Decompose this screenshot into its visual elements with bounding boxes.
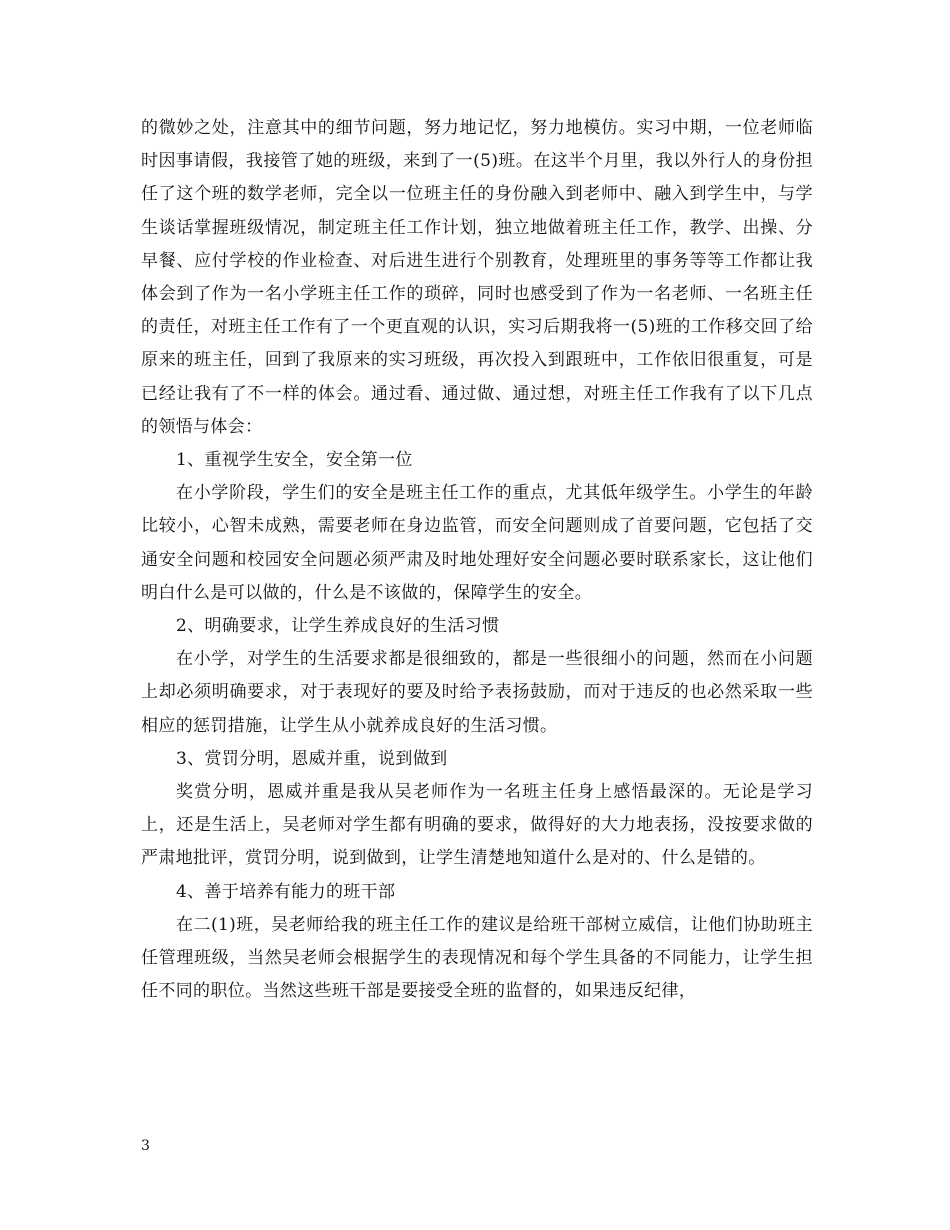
paragraph-continuation: 的微妙之处，注意其中的细节问题，努力地记忆，努力地模仿。实习中期，一位老师临时因事请假，我接管了她的班级，来到了一(5)班。在这半个月里，我以外行人的身份担任了这个班的数学老师，完全以一位班主任的身份融入到老师中、融入到学生中，与学生谈话掌握班级情况，制定班主任工作计划，独立地做着班主任工作，教学、出操、分早餐、应付学校的作业检查、对后进生进行个别教育，处理班里的事务等等工作都让我体会到了作为一名小学班主任工作的琐碎，同时也感受到了作为一名老师、一名班主任的责任，对班主任工作有了一个更直观的认识，实习后期我将一(5)班的工作移交回了给原来的班主任，回到了我原来的实习班级，再次投入到跟班中，工作依旧很重复，可是已经让我有了不一样的体会。通过看、通过做、通过想，对班主任工作我有了以下几点的领悟与体会： — [141, 118, 813, 437]
paragraph-rewards: 奖赏分明，恩威并重是我从吴老师作为一名班主任身上感悟最深的。无论是学习上，还是生活上，吴老师对学生都有明确的要求，做得好的大力地表扬，没按要求做的严肃地批评，赏罚分明，说到做到，让学生清楚地知道什么是对的、什么是错的。 — [141, 782, 813, 869]
section-heading-1: 1、重视学生安全，安全第一位 — [176, 450, 413, 471]
paragraph-habits: 在小学，对学生的生活要求都是很细致的，都是一些很细小的问题，然而在小问题上却必须明确要求，对于表现好的要及时给予表扬鼓励，而对于违反的也必然采取一些相应的惩罚措施，让学生从小就养成良好的生活习惯。 — [141, 649, 813, 736]
page-number: 3 — [141, 1138, 150, 1154]
section-heading-4: 4、善于培养有能力的班干部 — [176, 881, 396, 902]
paragraph-class-leaders: 在二(1)班，吴老师给我的班主任工作的建议是给班干部树立威信，让他们协助班主任管理班级，当然吴老师会根据学生的表现情况和每个学生具备的不同能力，让学生担任不同的职位。当然这些班干部是要接受全班的监督的，如果违反纪律， — [141, 914, 813, 1002]
paragraph-safety: 在小学阶段，学生们的安全是班主任工作的重点，尤其低年级学生。小学生的年龄比较小，心智未成熟，需要老师在身边监管，而安全问题则成了首要问题，它包括了交通安全问题和校园安全问题必须严肃及时地处理好安全问题必要时联系家长，这让他们明白什么是可以做的，什么是不该做的，保障学生的安全。 — [141, 483, 813, 603]
section-heading-3: 3、赏罚分明，恩威并重，说到做到 — [176, 748, 448, 769]
document-page — [141, 112, 813, 1008]
section-heading-2: 2、明确要求，让学生养成良好的生活习惯 — [176, 616, 500, 637]
